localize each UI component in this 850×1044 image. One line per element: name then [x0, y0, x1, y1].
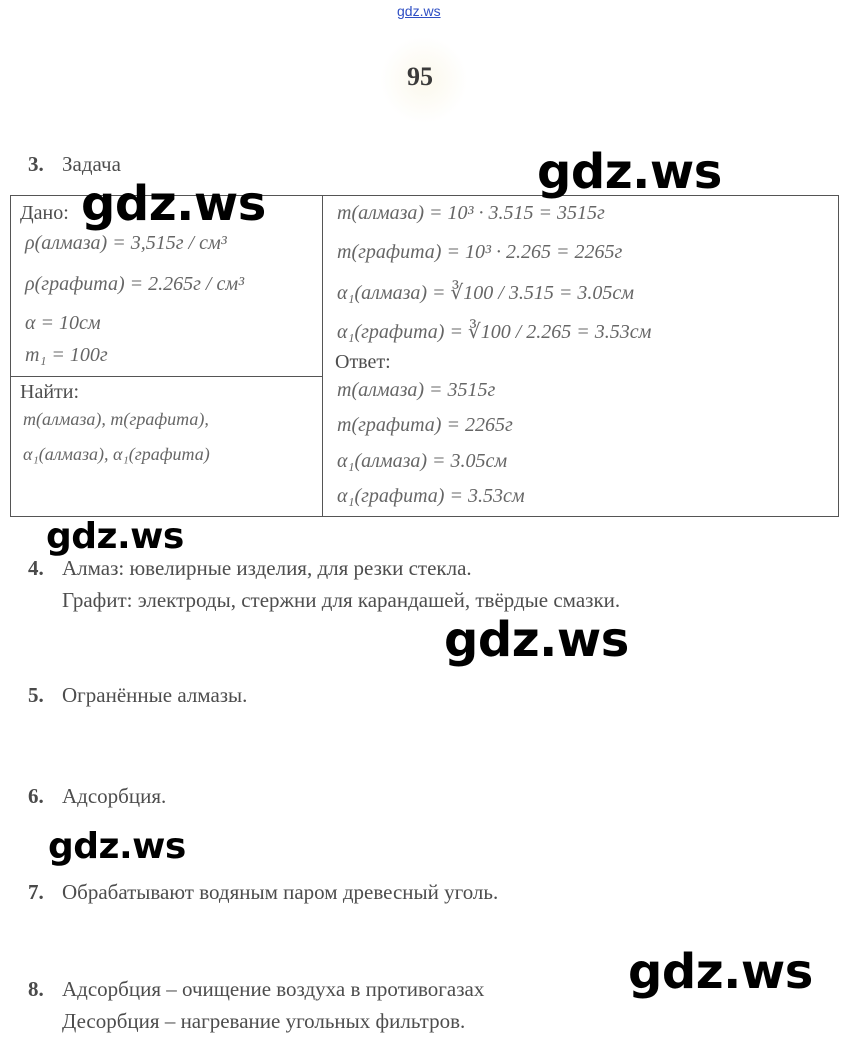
- find-label: Найти:: [20, 381, 80, 403]
- answer-4-line-2: Графит: электроды, стержни для карандашей, твёрдые смазки.: [62, 588, 621, 612]
- given-line-density-graphite: ρ(графита) = 2.265г / см³: [25, 273, 245, 295]
- answer-line-1: m(алмаза) = 3515г: [337, 379, 496, 401]
- given-line-edge: α = 10см: [25, 312, 101, 334]
- task-3-number: 3.: [28, 152, 44, 176]
- find-cell: [11, 377, 323, 517]
- answer-8-number: 8.: [28, 977, 44, 1001]
- given-line-mass: m₁ = 100г: [25, 344, 108, 366]
- task-3-table: [10, 195, 839, 517]
- answer-8-line-1: Адсорбция – очищение воздуха в противогазах: [62, 977, 485, 1001]
- watermark: gdz.ws: [628, 944, 813, 1000]
- find-line-2: α₁(алмаза), α₁(графита): [23, 444, 210, 464]
- solution-line-1: m(алмаза) = 10³ · 3.515 = 3515г: [337, 202, 605, 224]
- watermark: gdz.ws: [48, 826, 186, 867]
- watermark: gdz.ws: [81, 176, 266, 232]
- watermark: gdz.ws: [444, 612, 629, 668]
- given-line-density-diamond: ρ(алмаза) = 3,515г / см³: [25, 232, 227, 254]
- page-number: 95: [407, 62, 433, 91]
- solution-line-2: m(графита) = 10³ · 2.265 = 2265г: [337, 241, 623, 263]
- watermark: gdz.ws: [537, 144, 722, 200]
- solution-line-3: α₁(алмаза) = ∛100 / 3.515 = 3.05см: [337, 282, 634, 304]
- answer-line-3: α₁(алмаза) = 3.05см: [337, 450, 508, 472]
- task-3-title: Задача: [62, 152, 121, 176]
- answer-4-line-1: Алмаз: ювелирные изделия, для резки стекла.: [62, 556, 472, 580]
- site-link[interactable]: gdz.ws: [397, 3, 441, 19]
- answer-line-4: α₁(графита) = 3.53см: [337, 485, 525, 507]
- answer-5-number: 5.: [28, 683, 44, 707]
- answer-7-number: 7.: [28, 880, 44, 904]
- answer-6-line-1: Адсорбция.: [62, 784, 167, 808]
- answer-5-line-1: Огранённые алмазы.: [62, 683, 248, 707]
- find-line-1: m(алмаза), m(графита),: [23, 409, 209, 429]
- solution-line-4: α₁(графита) = ∛100 / 2.265 = 3.53см: [337, 321, 652, 343]
- watermark: gdz.ws: [46, 516, 184, 557]
- given-label: Дано:: [20, 202, 69, 224]
- answer-4-number: 4.: [28, 556, 44, 580]
- answer-6-number: 6.: [28, 784, 44, 808]
- answer-line-2: m(графита) = 2265г: [337, 414, 513, 436]
- answer-label: Ответ:: [335, 351, 391, 373]
- answer-7-line-1: Обрабатывают водяным паром древесный уголь.: [62, 880, 499, 904]
- solution-cell: [323, 196, 839, 517]
- answer-8-line-2: Десорбция – нагревание угольных фильтров.: [62, 1009, 466, 1033]
